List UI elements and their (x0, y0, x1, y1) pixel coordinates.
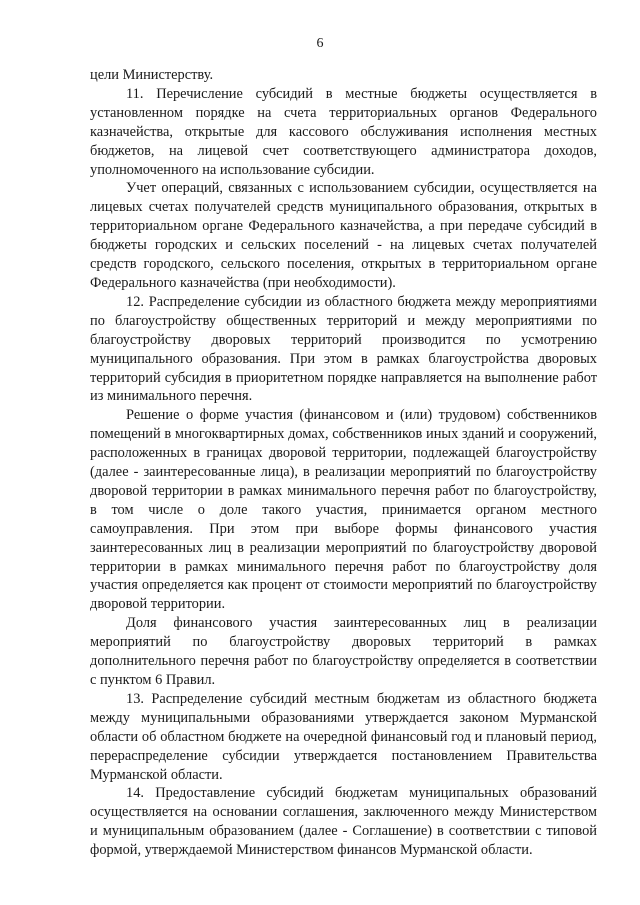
paragraph-accounting: Учет операций, связанных с использованием субсидии, осуществляется на лицевых счетах получателей средств муниципального образования, открытых в территориальном органе Федерального казначейства, а при передаче субсидий в бюджеты городских и сельских поселений - на лицевых счетах получателей средств городского, сельского поселения, открытых в территориальном органе Федерального казначейства (при необходимости). (90, 180, 597, 291)
document-body (90, 66, 597, 860)
paragraph-continuation: цели Министерству. (90, 67, 214, 83)
paragraph-item-12: 12. Распределение субсидии из областного бюджета между мероприятиями по благоустройству общественных территорий и между мероприятиями по благоустройству дворовых территорий производится по усмотрению муниципального образования. При этом в рамках благоустройства дворовых территорий субсидия в приоритетном порядке направляется на выполнение работ из минимального перечня. (90, 293, 597, 405)
paragraph-item-11: 11. Перечисление субсидий в местные бюджеты осуществляется в установленном порядке на счета территориальных органов Федерального казначейства, открытые для кассового обслуживания исполнения местных бюджетов, на лицевой счет соответствующего администратора доходов, уполномоченного на использование субсидии. (90, 85, 597, 178)
paragraph-item-14: 14. Предоставление субсидий бюджетам муниципальных образований осуществляется на основании соглашения, заключенного между Министерством и муниципальным образованием (далее - Соглашение) в соответствии с типовой формой, утверждаемой Министерством финансов Мурманской области. (90, 785, 597, 859)
paragraph-item-13: 13. Распределение субсидий местным бюджетам из областного бюджета между муниципальными образованиями утверждается законом Мурманской области об областном бюджете на очередной финансовый год и плановый период, перераспределение субсидии утверждается постановлением Правительства Мурманской области. (90, 690, 597, 783)
paragraph-participation-form: Решение о форме участия (финансовом и (или) трудовом) собственников помещений в многоквартирных домах, собственников иных зданий и сооружений, расположенных в границах дворовой территории, подлежащей благоустройству (далее - заинтересованные лица), в реализации мероприятий по благоустройству дворовой территории в рамках минимального перечня работ по благоустройству, в том числе о доле такого участия, принимается органом местного самоуправления. При этом при выборе формы финансового участия заинтересованных лиц в реализации мероприятий по благоустройству дворовой территории в рамках минимального перечня работ по благоустройству доля участия определяется как процент от стоимости мероприятий по благоустройству дворовой территории. (90, 407, 597, 613)
page-number: 6 (316, 36, 324, 51)
paragraph-financial-share: Доля финансового участия заинтересованных лиц в реализации мероприятий по благоустройству дворовых территорий в рамках дополнительного перечня работ по благоустройству определяется в соответствии с пунктом 6 Правил. (90, 615, 597, 688)
